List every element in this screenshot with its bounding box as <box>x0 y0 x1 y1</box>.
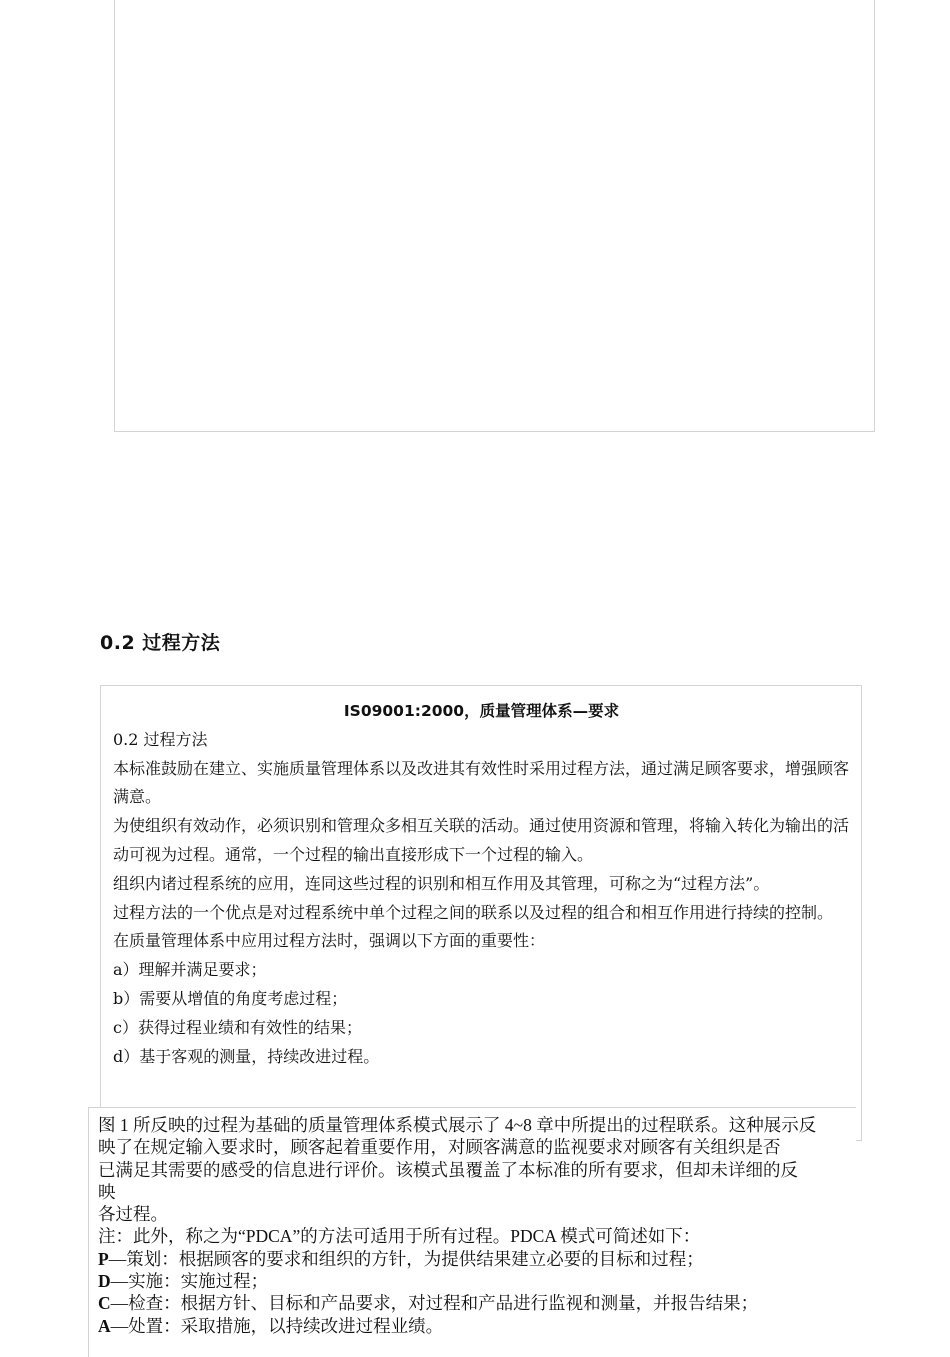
pdca-text: —处置：采取措施，以持续改进过程业绩。 <box>110 1315 444 1336</box>
list-item: c）获得过程业绩和有效性的结果； <box>113 1017 362 1037</box>
pdca-key: C <box>98 1293 111 1314</box>
paragraph: 为使组织有效动作，必须识别和管理众多相互关联的活动。通过使用资源和管理，将输入转化为输出的活动可视为过程。通常，一个过程的输出直接形成下一个过程的输入。 <box>113 816 850 864</box>
embedded-figure-frame <box>114 0 875 432</box>
pdca-key: P <box>98 1248 109 1269</box>
paragraph: 过程方法的一个优点是对过程系统中单个过程之间的联系以及过程的组合和相互作用进行持续的控制。 <box>113 902 834 922</box>
intro-line: 各过程。 <box>98 1204 168 1225</box>
list-item: d）基于客观的测量，持续改进过程。 <box>113 1046 380 1066</box>
pdca-key: A <box>98 1315 111 1336</box>
intro-line: 映了在规定输入要求时，顾客起着重要作用，对顾客满意的监视要求对顾客有关组织是否 <box>98 1137 781 1158</box>
paragraph: 本标准鼓励在建立、实施质量管理体系以及改进其有效性时采用过程方法，通过满足顾客要求，增强顾客满意。 <box>113 758 850 807</box>
paragraph: 在质量管理体系中应用过程方法时，强调以下方面的重要性： <box>113 931 546 951</box>
intro-line: 已满足其需要的感受的信息进行评价。该模式虽覆盖了本标准的所有要求，但却未详细的反 <box>98 1159 798 1180</box>
pdca-key: D <box>98 1271 111 1292</box>
pdca-text: —策划：根据顾客的要求和组织的方针，为提供结果建立必要的目标和过程； <box>108 1248 704 1269</box>
pdca-item-do <box>98 1270 848 1292</box>
paragraph: 组织内诸过程系统的应用，连同这些过程的识别和相互作用及其管理，可称之为“过程方法”。 <box>113 873 770 893</box>
note-line: 注：此外，称之为“PDCA”的方法可适用于所有过程。PDCA 模式可简述如下： <box>98 1226 701 1247</box>
pdca-text: —实施：实施过程； <box>110 1271 269 1292</box>
pdca-item-act <box>98 1315 848 1337</box>
standard-title: IS09001:2000，质量管理体系—要求 <box>343 702 620 720</box>
section-heading: 0.2 过程方法 <box>100 632 221 654</box>
intro-line: 映 <box>98 1181 116 1202</box>
list-item: b）需要从增值的角度考虑过程； <box>113 988 348 1008</box>
standard-excerpt-box <box>100 685 862 1141</box>
pdca-item-check <box>98 1292 848 1314</box>
standard-subtitle: 0.2 过程方法 <box>113 729 208 749</box>
intro-line: 图 1 所反映的过程为基础的质量管理体系模式展示了 4~8 章中所提出的过程联系。这种展示反 <box>98 1115 817 1135</box>
pdca-text: —检查：根据方针、目标和产品要求，对过程和产品进行监视和测量，并报告结果； <box>110 1293 759 1314</box>
pdca-note-box <box>88 1107 856 1357</box>
pdca-item-plan <box>98 1248 848 1270</box>
list-item: a）理解并满足要求； <box>113 960 267 980</box>
